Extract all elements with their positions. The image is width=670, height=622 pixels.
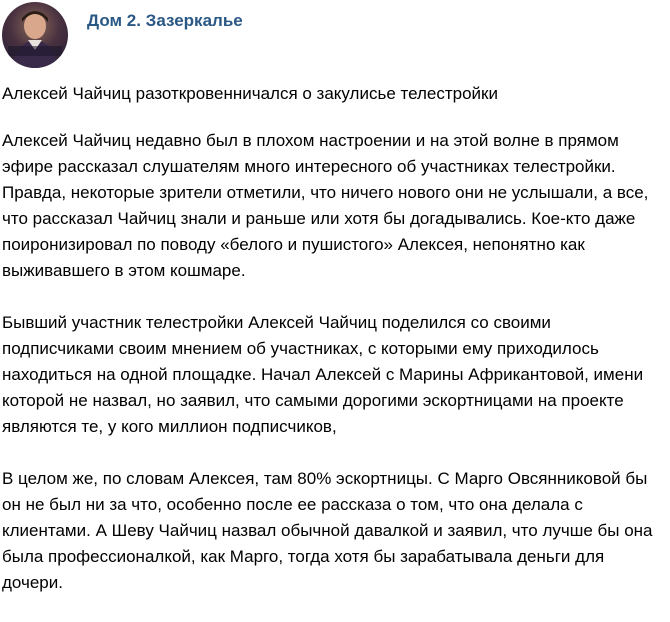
- post-title: Алексей Чайчиц разоткровенничался о закулисье телестройки: [2, 84, 498, 103]
- post-paragraph: В целом же, по словам Алексея, там 80% эскортницы. С Марго Овсянниковой бы он не был ни за что, особенно после ее рассказа о том, что она делала с клиентами. А Шеву Чайчиц назвал обычной давалкой и заявил, что лучше бы она была профессионалкой, как Марго, тогда хотя бы зарабатывала деньги для дочери.: [2, 469, 653, 592]
- group-name-link[interactable]: Дом 2. Зазеркалье: [87, 11, 243, 30]
- post-header: [0, 0, 670, 70]
- post-paragraph: Алексей Чайчиц недавно был в плохом настроении и на этой волне в прямом эфире рассказал слушателям много интересного об участниках телестройки. Правда, некоторые зрители отметили, что ничего нового они не услышали, а все, что рассказал Чайчиц знали и раньше или хотя бы догадывались. Кое-кто даже поиронизировал по поводу «белого и пушистого» Алексея, непонятно как выживавшего в этом кошмаре.: [2, 131, 649, 280]
- post-body: [2, 128, 666, 622]
- group-avatar[interactable]: [2, 2, 68, 68]
- group-avatar-photo-icon: [2, 2, 68, 68]
- post-paragraph: Бывший участник телестройки Алексей Чайчиц поделился со своими подписчиками своим мнением об участниках, с которыми ему приходилось находиться на одной площадке. Начал Алексей с Марины Африкантовой, имени которой не назвал, но заявил, что самыми дорогими эскортницами на проекте являются те, у кого миллион подписчиков,: [2, 313, 644, 436]
